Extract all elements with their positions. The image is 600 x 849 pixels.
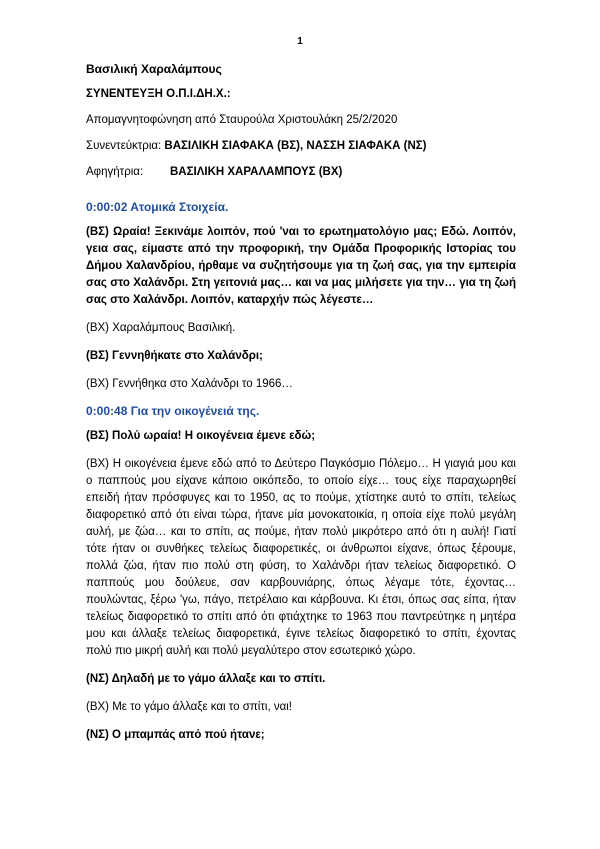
narrator-label: Αφηγήτρια: [86, 166, 144, 178]
narrator-name: ΒΑΣΙΛΙΚΗ ΧΑΡΑΛΑΜΠΟΥΣ (ΒΧ) [170, 166, 343, 178]
author-name: Βασιλική Χαραλάμπους [86, 62, 222, 76]
question-4: (ΝΣ) Δηλαδή με το γάμο άλλαξε και το σπίτι. [86, 673, 326, 685]
answer-3: (ΒΧ) Η οικογένεια έμενε εδώ από το Δεύτερο Παγκόσμιο Πόλεμο… Η γιαγιά μου και ο παππούς μου είχανε κάποιο οικόπεδο, το οποίο είχε… τους είχε παραχωρηθεί επειδή ήταν πρόσφυγες και το 1950, ας το πούμε, χτίστηκε αυτό το σπίτι, τελείως διαφορετικό από ότι είναι τώρα, ήτανε μία μονοκατοικία, η οποία είχε πολύ μεγάλη αυλή, με ζώα… και το σπίτι, ας πούμε, ήταν πολύ μικρότερο από ότι η αυλή! Γιατί τότε ήταν οι συνθήκες τελείως διαφορετικές, οι άνθρωποι είχανε, όπως ξέρουμε, πολλά ζώα, ήταν πιο πολύ στη φύση, το Χαλάνδρι ήταν τελείως διαφορετικό. Ο παππούς μου δούλευε, σαν καρβουνιάρης, όπως λέγαμε τότε, έχοντας… πουλώντας, ξέρω 'γω, πάγο, πετρέλαιο και κάρβουνα. Κι έτσι, όπως σας είπα, ήταν τελείως διαφορετικό το σπίτι από ότι φτιάχτηκε το 1963 που παντρεύτηκε η μητέρα μου και άλλαξε τελείως διαφορετικά, έγινε τελείως διαφορετικό το σπίτι, έχοντας πολύ πιο μικρή αυλή και πολύ μεγαλύτερο στον εσωτερικό χώρο. [86, 458, 516, 657]
answer-4: (ΒΧ) Με το γάμο άλλαξε και το σπίτι, ναι! [86, 701, 292, 713]
interviewers-label: Συνεντεύκτρια: [86, 140, 162, 152]
answer-2: (ΒΧ) Γεννήθηκα στο Χαλάνδρι το 1966… [86, 378, 293, 390]
question-1: (ΒΣ) Ωραία! Ξεκινάμε λοιπόν, πού 'ναι το ερωτηματολόγιο μας; Εδώ. Λοιπόν, γεια σας, είμαστε από την προφορική, την Ομάδα Προφορικής Ιστορίας του Δήμου Χαλανδρίου, ήρθαμε να συζητήσουμε για τη ζωή σας, για την εμπειρία σας στο Χαλάνδρι. Στη γειτονιά μας… και να μας μιλήσετε για την… για τη ζωή σας στο Χαλάνδρι. Λοιπόν, καταρχήν πώς λέγεστε… [86, 226, 516, 306]
interviewers-names: ΒΑΣΙΛΙΚΗ ΣΙΑΦΑΚΑ (ΒΣ), ΝΑΣΣΗ ΣΙΑΦΑΚΑ (ΝΣ) [164, 140, 427, 152]
answer-1: (ΒΧ) Χαραλάμπους Βασιλική. [86, 322, 236, 334]
page-number: 1 [297, 36, 303, 47]
question-2: (ΒΣ) Γεννηθήκατε στο Χαλάνδρι; [86, 350, 263, 362]
section-heading-personal: 0:00:02 Ατομικά Στοιχεία. [86, 200, 229, 214]
question-5: (ΝΣ) Ο μπαμπάς από πού ήτανε; [86, 729, 265, 741]
question-3: (ΒΣ) Πολύ ωραία! Η οικογένεια έμενε εδώ; [86, 430, 316, 442]
interview-title: ΣΥΝΕΝΤΕΥΞΗ Ο.Π.Ι.ΔΗ.Χ.: [86, 88, 231, 100]
narrator-line [86, 165, 516, 180]
section-heading-family: 0:00:48 Για την οικογένειά της. [86, 404, 260, 418]
transcription-note: Απομαγνητοφώνηση από Σταυρούλα Χριστουλάκη 25/2/2020 [86, 114, 398, 126]
document-content [86, 62, 516, 755]
interviewers-line [86, 139, 516, 154]
